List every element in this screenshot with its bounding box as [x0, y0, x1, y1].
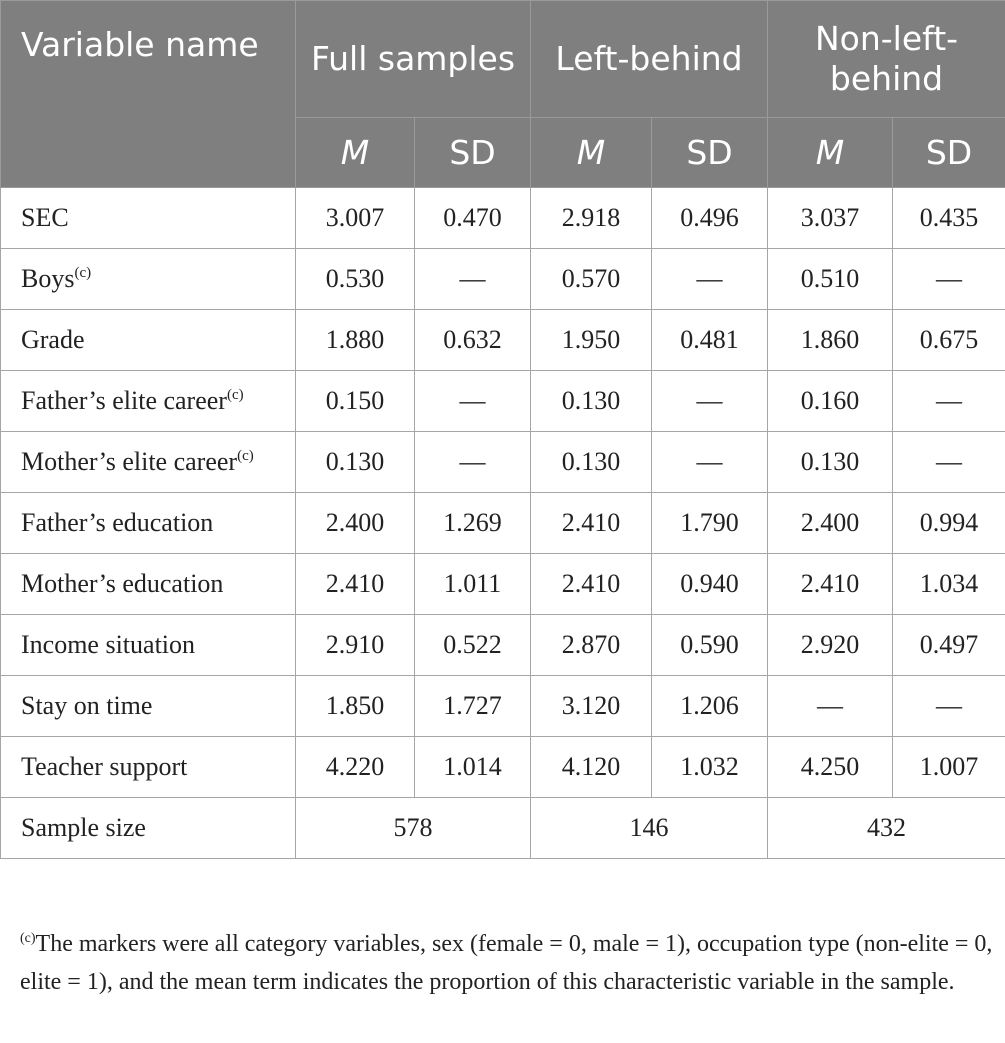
header-sd: SD — [652, 118, 768, 188]
header-sd: SD — [893, 118, 1005, 188]
cell-value: 1.011 — [415, 554, 531, 615]
sample-size-row — [1, 798, 1005, 859]
cell-value: 2.918 — [531, 188, 652, 249]
cell-value: — — [893, 371, 1005, 432]
table-row — [1, 554, 1005, 615]
cell-value: 0.510 — [768, 249, 893, 310]
table-row — [1, 493, 1005, 554]
cell-value: 1.007 — [893, 737, 1005, 798]
cell-value: — — [415, 249, 531, 310]
header-variable-name: Variable name — [1, 1, 296, 188]
cell-value: 0.130 — [531, 371, 652, 432]
cell-value: — — [652, 249, 768, 310]
cell-value: 2.410 — [296, 554, 415, 615]
cell-value: 0.481 — [652, 310, 768, 371]
cell-value: 0.160 — [768, 371, 893, 432]
cell-value: 2.920 — [768, 615, 893, 676]
cell-value: — — [768, 676, 893, 737]
row-label: Father’s elite career$^{(c)}$ — [1, 371, 296, 432]
cell-value: — — [893, 676, 1005, 737]
cell-value: 2.400 — [768, 493, 893, 554]
cell-value: 2.410 — [531, 554, 652, 615]
cell-value: 1.269 — [415, 493, 531, 554]
cell-value: 1.034 — [893, 554, 1005, 615]
table-row — [1, 615, 1005, 676]
sample-size-non-left-behind: 432 — [768, 798, 1005, 859]
cell-value: 4.220 — [296, 737, 415, 798]
footnote-text: The markers were all category variables, sex (female = 0, male = 1), occupation type (non-elite = 0, elite = 1), and the mean term indicates the proportion of this characteristic variable in the sample. — [20, 931, 993, 995]
cell-value: 2.410 — [531, 493, 652, 554]
row-label: Mother’s elite career$^{(c)}$ — [1, 432, 296, 493]
cell-value: 4.250 — [768, 737, 893, 798]
row-label: Sample size — [1, 798, 296, 859]
cell-value: 0.570 — [531, 249, 652, 310]
table-header — [1, 1, 1005, 188]
cell-value: 0.130 — [531, 432, 652, 493]
table-row — [1, 188, 1005, 249]
row-label: Boys$^{(c)}$ — [1, 249, 296, 310]
cell-value: 0.632 — [415, 310, 531, 371]
row-label: Stay on time — [1, 676, 296, 737]
cell-value: 0.150 — [296, 371, 415, 432]
cell-value: — — [652, 371, 768, 432]
cell-value: — — [893, 249, 1005, 310]
table-row — [1, 737, 1005, 798]
cell-value: 0.130 — [768, 432, 893, 493]
table-footnote — [20, 925, 995, 1001]
header-row-groups — [1, 1, 1005, 118]
row-label: Father’s education — [1, 493, 296, 554]
cell-value: 2.410 — [768, 554, 893, 615]
cell-value: 2.910 — [296, 615, 415, 676]
row-label: Mother’s education — [1, 554, 296, 615]
cell-value: 0.496 — [652, 188, 768, 249]
header-group-left-behind: Left-behind — [531, 1, 768, 118]
row-label: SEC — [1, 188, 296, 249]
header-group-full-samples: Full samples — [296, 1, 531, 118]
cell-value: 1.790 — [652, 493, 768, 554]
cell-value: 3.120 — [531, 676, 652, 737]
row-label: Income situation — [1, 615, 296, 676]
cell-value: 4.120 — [531, 737, 652, 798]
table-row — [1, 249, 1005, 310]
cell-value: 0.675 — [893, 310, 1005, 371]
header-m: M — [296, 118, 415, 188]
cell-value: 0.530 — [296, 249, 415, 310]
cell-value: — — [415, 432, 531, 493]
cell-value: 0.994 — [893, 493, 1005, 554]
cell-value: 1.727 — [415, 676, 531, 737]
row-label: Teacher support — [1, 737, 296, 798]
header-m: M — [531, 118, 652, 188]
cell-value: 1.014 — [415, 737, 531, 798]
cell-value: 0.497 — [893, 615, 1005, 676]
table-row — [1, 310, 1005, 371]
table-body — [1, 188, 1005, 859]
cell-value: 1.880 — [296, 310, 415, 371]
sample-size-left-behind: 146 — [531, 798, 768, 859]
cell-value: 0.940 — [652, 554, 768, 615]
cell-value: 0.130 — [296, 432, 415, 493]
cell-value: 0.522 — [415, 615, 531, 676]
cell-value: 0.590 — [652, 615, 768, 676]
table-row — [1, 676, 1005, 737]
header-group-non-left-behind: Non-left-behind — [768, 1, 1005, 118]
cell-value: — — [893, 432, 1005, 493]
cell-value: 3.007 — [296, 188, 415, 249]
cell-value: 1.850 — [296, 676, 415, 737]
sample-size-full: 578 — [296, 798, 531, 859]
footnote-marker: (c) — [20, 931, 36, 946]
table-row — [1, 432, 1005, 493]
cell-value: — — [415, 371, 531, 432]
row-label: Grade — [1, 310, 296, 371]
cell-value: 0.470 — [415, 188, 531, 249]
cell-value: 1.950 — [531, 310, 652, 371]
header-sd: SD — [415, 118, 531, 188]
cell-value: — — [652, 432, 768, 493]
cell-value: 0.435 — [893, 188, 1005, 249]
table-row — [1, 371, 1005, 432]
cell-value: 1.206 — [652, 676, 768, 737]
cell-value: 1.032 — [652, 737, 768, 798]
cell-value: 2.870 — [531, 615, 652, 676]
cell-value: 3.037 — [768, 188, 893, 249]
cell-value: 1.860 — [768, 310, 893, 371]
cell-value: 2.400 — [296, 493, 415, 554]
header-m: M — [768, 118, 893, 188]
